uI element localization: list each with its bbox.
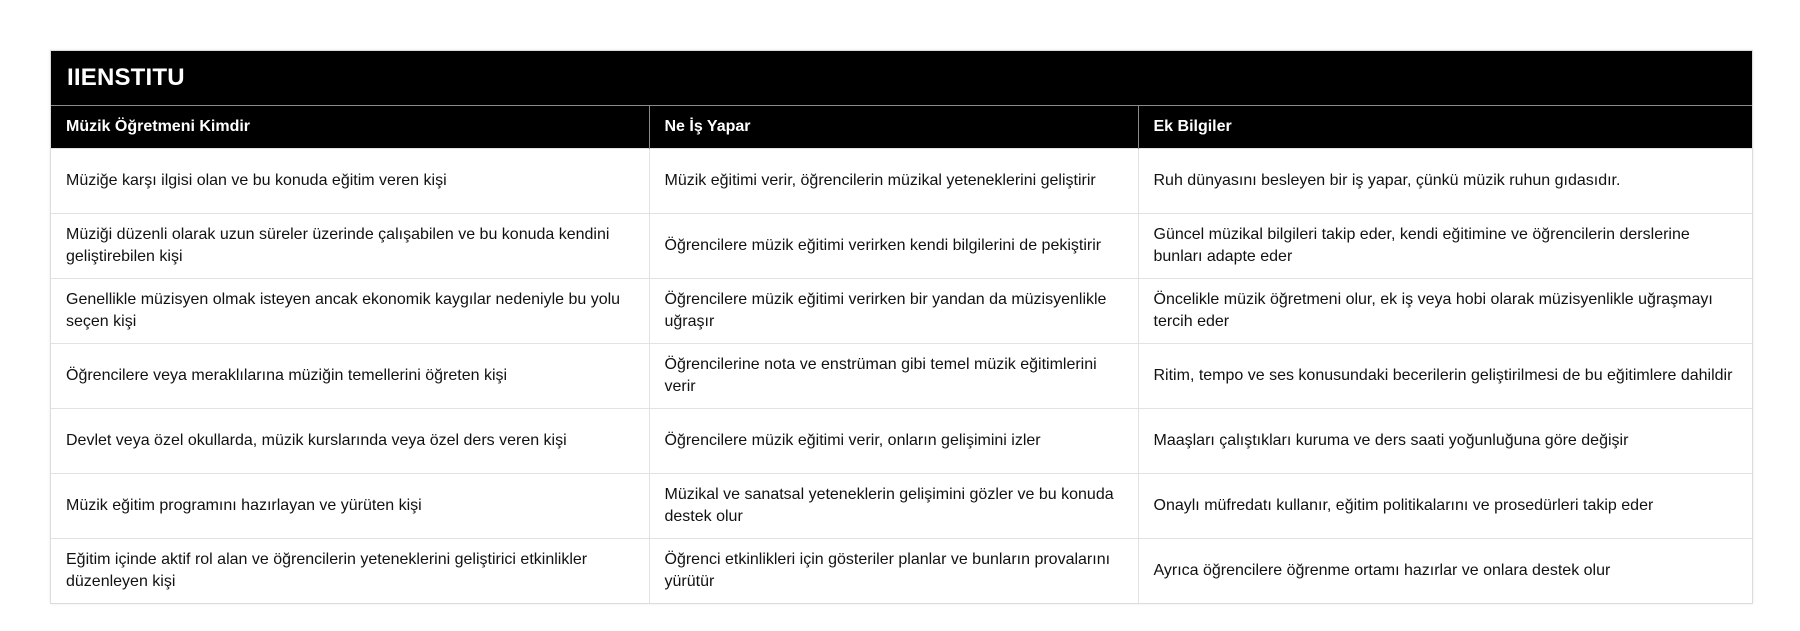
table-cell: Eğitim içinde aktif rol alan ve öğrencilerin yeteneklerini geliştirici etkinlikler düzenleyen kişi bbox=[51, 539, 649, 604]
table-cell: Müzik eğitim programını hazırlayan ve yürüten kişi bbox=[51, 474, 649, 539]
table-cell: Öğrencilere müzik eğitimi verir, onların gelişimini izler bbox=[649, 409, 1138, 474]
table-cell: Öğrencilere müzik eğitimi verirken bir yandan da müzisyenlikle uğraşır bbox=[649, 279, 1138, 344]
table-cell: Öğrencilere veya meraklılarına müziğin temellerini öğreten kişi bbox=[51, 344, 649, 409]
table-cell: Onaylı müfredatı kullanır, eğitim politikalarını ve prosedürleri takip eder bbox=[1138, 474, 1752, 539]
table-cell: Müzikal ve sanatsal yeteneklerin gelişimini gözler ve bu konuda destek olur bbox=[649, 474, 1138, 539]
table-row bbox=[51, 344, 1752, 409]
table-cell: Müziği düzenli olarak uzun süreler üzerinde çalışabilen ve bu konuda kendini geliştirebilen kişi bbox=[51, 214, 649, 279]
table-cell: Ayrıca öğrencilere öğrenme ortamı hazırlar ve onlara destek olur bbox=[1138, 539, 1752, 604]
table-cell: Genellikle müzisyen olmak isteyen ancak ekonomik kaygılar nedeniyle bu yolu seçen kişi bbox=[51, 279, 649, 344]
table-cell: Müziğe karşı ilgisi olan ve bu konuda eğitim veren kişi bbox=[51, 149, 649, 214]
table-row bbox=[51, 279, 1752, 344]
column-header-extra: Ek Bilgiler bbox=[1138, 106, 1752, 149]
table-row bbox=[51, 149, 1752, 214]
table-cell: Öğrencilere müzik eğitimi verirken kendi bilgilerini de pekiştirir bbox=[649, 214, 1138, 279]
table-cell: Öğrencilerine nota ve enstrüman gibi temel müzik eğitimlerini verir bbox=[649, 344, 1138, 409]
table-cell: Ruh dünyasını besleyen bir iş yapar, çünkü müzik ruhun gıdasıdır. bbox=[1138, 149, 1752, 214]
info-table bbox=[50, 50, 1753, 604]
table-cell: Öğrenci etkinlikleri için gösteriler planlar ve bunların provalarını yürütür bbox=[649, 539, 1138, 604]
table-title: IIENSTITU bbox=[51, 51, 1752, 105]
table-row bbox=[51, 539, 1752, 604]
table-cell: Müzik eğitimi verir, öğrencilerin müzikal yeteneklerini geliştirir bbox=[649, 149, 1138, 214]
table-cell: Ritim, tempo ve ses konusundaki becerilerin geliştirilmesi de bu eğitimlere dahildir bbox=[1138, 344, 1752, 409]
column-header-what: Ne İş Yapar bbox=[649, 106, 1138, 149]
data-table bbox=[51, 105, 1752, 603]
column-header-who: Müzik Öğretmeni Kimdir bbox=[51, 106, 649, 149]
table-row bbox=[51, 409, 1752, 474]
table-cell: Devlet veya özel okullarda, müzik kurslarında veya özel ders veren kişi bbox=[51, 409, 649, 474]
table-cell: Güncel müzikal bilgileri takip eder, kendi eğitimine ve öğrencilerin derslerine bunları adapte eder bbox=[1138, 214, 1752, 279]
table-cell: Öncelikle müzik öğretmeni olur, ek iş veya hobi olarak müzisyenlikle uğraşmayı tercih eder bbox=[1138, 279, 1752, 344]
table-row bbox=[51, 214, 1752, 279]
table-row bbox=[51, 474, 1752, 539]
table-cell: Maaşları çalıştıkları kuruma ve ders saati yoğunluğuna göre değişir bbox=[1138, 409, 1752, 474]
header-row bbox=[51, 106, 1752, 149]
